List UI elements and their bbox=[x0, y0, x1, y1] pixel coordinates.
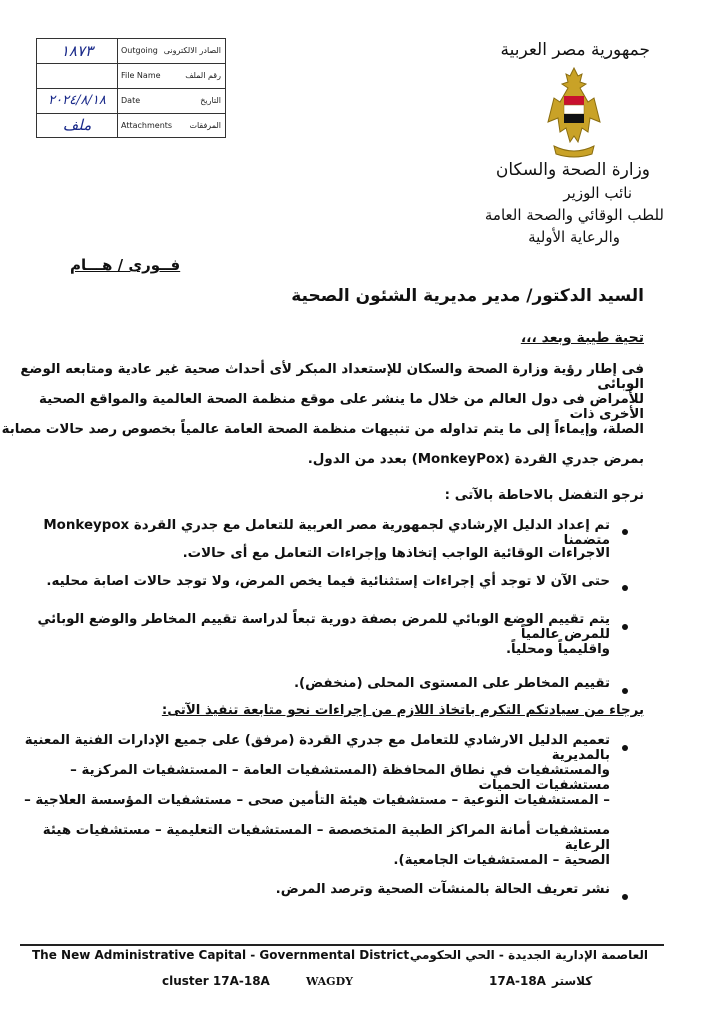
outgoing-label-en: Outgoing bbox=[121, 46, 158, 55]
attachments-label-en: Attachments bbox=[121, 121, 173, 130]
file-number bbox=[37, 64, 118, 88]
file-row bbox=[37, 64, 225, 89]
file-label-en: File Name bbox=[121, 71, 161, 80]
date-value: ٢٠٢٤/٨/١٨ bbox=[37, 89, 118, 113]
intro-line-2: للأمراض فى دول العالم من خلال ما ينشر على موقع منظمة الصحة العالمية والمواقع الصحية الأخرى ذات bbox=[38, 392, 644, 422]
action-1-line-2: والمستشفيات في نطاق المحافظة (المستشفيات العامة – المستشفيات المركزية – مستشفيات الحميات bbox=[70, 763, 610, 793]
country-name: جمهورية مصر العربية bbox=[500, 40, 650, 60]
attachments-row bbox=[37, 114, 225, 137]
footer-cluster-en: cluster 17A-18A bbox=[162, 974, 270, 988]
department-line-1: للطب الوقائي والصحة العامة bbox=[484, 206, 664, 224]
attachments-label-ar: المرفقات bbox=[189, 121, 221, 130]
intro-line-1: فى إطار رؤية وزارة الصحة والسكان للإستعداد المبكر لأى أحداث صحية غير عادية ومتابعه الوضع الوبائى bbox=[20, 362, 644, 392]
action-2-line-1: نشر تعريف الحالة بالمنشآت الصحية وترصد المرض. bbox=[275, 882, 610, 897]
request-intro: نرجو التفضل بالاحاطة بالآتى : bbox=[444, 488, 644, 503]
bullet-3-line-2: واقليمياً ومحلياً. bbox=[505, 642, 610, 657]
attachments-value: ملف bbox=[37, 114, 118, 137]
action-1-line-5: الصحية – المستشفيات الجامعية). bbox=[393, 853, 610, 868]
urgency-label: فــوری / هـــام bbox=[70, 256, 181, 274]
bullet-dot bbox=[622, 529, 628, 535]
intro-line-4: بمرض جدري القردة (MonkeyPox) بعدد من الدول. bbox=[307, 452, 644, 467]
footer-address-en: The New Administrative Capital - Governmental District bbox=[32, 948, 410, 962]
bullet-2-line-1: حتى الآن لا توجد أي إجراءات إستثنائية فيما يخص المرض، ولا توجد حالات اصابة محليه. bbox=[46, 574, 610, 589]
bullet-dot bbox=[622, 585, 628, 591]
action-1-line-1: تعميم الدليل الارشادي للتعامل مع جدري القردة (مرفق) على جميع الإدارات الفنية المعنية بالمديرية bbox=[24, 733, 610, 763]
footer-address-ar: العاصمة الإدارية الجديدة - الحي الحكومي bbox=[409, 948, 648, 962]
greeting: تحية طيبة وبعد ،،، bbox=[520, 330, 644, 346]
footer-cluster-label-ar: كلاستر bbox=[552, 974, 593, 988]
eagle-emblem-icon bbox=[540, 62, 608, 162]
action-1-line-3: – المستشفيات النوعية – مستشفيات هيئة التأمين صحى – مستشفيات المؤسسة العلاجية – bbox=[24, 793, 610, 808]
bullet-1-line-1: تم إعداد الدليل الإرشادي لجمهورية مصر العربية للتعامل مع جدري القردة Monkeypox متضمنا bbox=[43, 518, 610, 548]
request-action: برجاء من سيادتكم التكرم باتخاذ اللازم من إجراءات نحو متابعة تنفيذ الآتى: bbox=[161, 703, 644, 718]
intro-line-3: الصلة، وإيماءاً إلى ما يتم تداوله من تنبيهات منظمة الصحة العامة عالمياً بخصوص رصد حالات مصابة bbox=[1, 422, 644, 437]
outgoing-row bbox=[37, 39, 225, 64]
action-1-line-4: مستشفيات أمانة المراكز الطبية المتخصصة – المستشفيات التعليمية – مستشفيات هيئة الرعاية bbox=[42, 823, 610, 853]
bullet-dot bbox=[622, 745, 628, 751]
outgoing-label-ar: الصادر الالكترونى bbox=[163, 46, 221, 55]
bullet-1-line-2: الاجراءات الوقائية الواجب إتخاذها وإجراءات التعامل مع أى حالات. bbox=[182, 546, 610, 561]
reference-box bbox=[36, 38, 226, 138]
footer-divider bbox=[20, 944, 664, 946]
outgoing-number: ١٨٧٣ bbox=[37, 39, 118, 63]
file-label-ar: رقم الملف bbox=[185, 71, 221, 80]
bullet-dot bbox=[622, 894, 628, 900]
date-row bbox=[37, 89, 225, 114]
bullet-3-line-1: يتم تقييم الوضع الوبائي للمرض بصفة دورية تبعاً لدراسة تقييم المخاطر والوضع الوبائي للمرض عالمياً bbox=[37, 612, 610, 642]
date-label-en: Date bbox=[121, 96, 141, 105]
addressee: السيد الدكتور/ مدير مديرية الشئون الصحية bbox=[291, 286, 644, 306]
department-line-2: والرعاية الأولية bbox=[528, 228, 620, 246]
date-label-ar: التاريخ bbox=[200, 96, 221, 105]
ministry-name: وزارة الصحة والسكان bbox=[495, 160, 650, 180]
bullet-dot bbox=[622, 624, 628, 630]
bullet-4-line-1: تقييم المخاطر على المستوى المحلى (منخفض). bbox=[293, 676, 610, 691]
bullet-dot bbox=[622, 688, 628, 694]
deputy-title: نائب الوزير bbox=[563, 184, 632, 202]
footer-cluster-code: 17A-18A bbox=[489, 974, 546, 988]
typist-initials: WAGDY bbox=[306, 975, 353, 988]
